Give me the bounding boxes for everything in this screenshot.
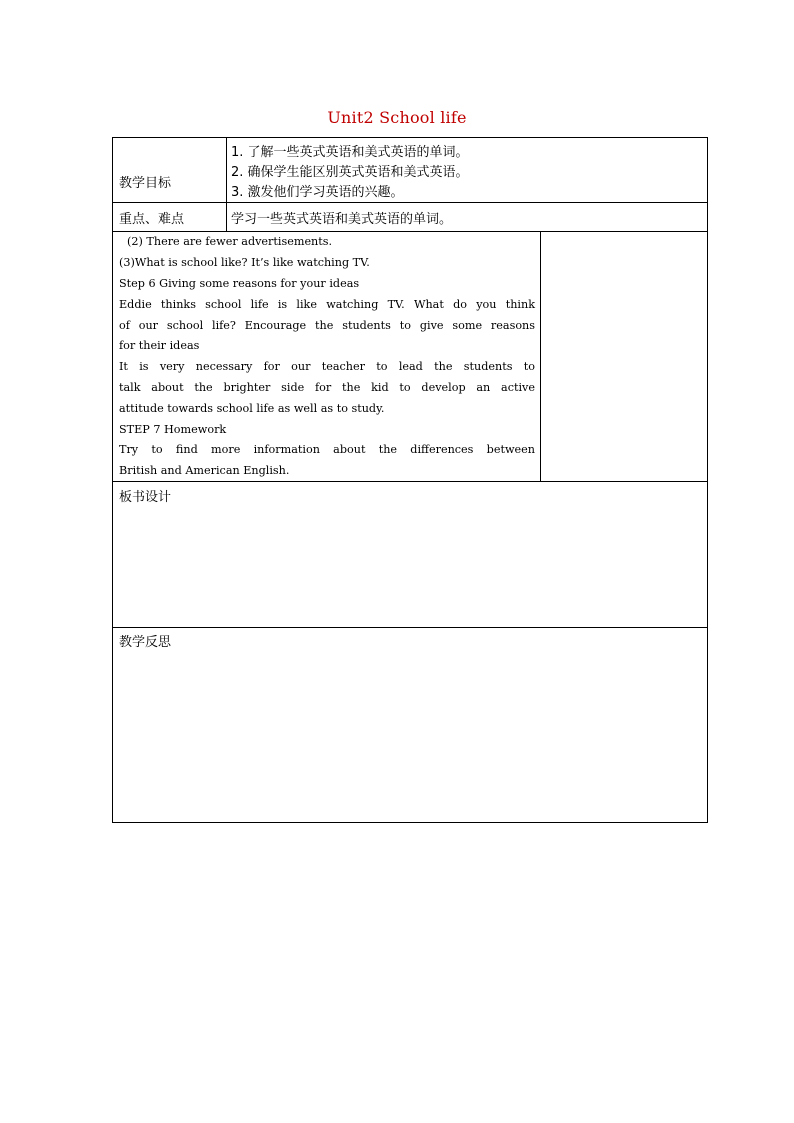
row-divider — [113, 231, 707, 232]
process-line: for their ideas — [119, 339, 200, 352]
column-divider — [540, 231, 541, 481]
row-divider — [113, 481, 707, 482]
row-divider — [113, 202, 707, 203]
lesson-plan-table — [112, 137, 708, 823]
objective-item: 1. 了解一些英式英语和美式英语的单词。 — [231, 145, 469, 160]
process-line: It is very necessary for our teacher to lead the students to — [119, 360, 535, 373]
process-line: British and American English. — [119, 464, 290, 477]
process-line: talk about the brighter side for the kid to develop an active — [119, 381, 535, 394]
key-points-label: 重点、难点 — [119, 212, 185, 227]
process-line: (3)What is school like? It’s like watching TV. — [119, 256, 370, 269]
process-line: attitude towards school life as well as to study. — [119, 402, 385, 415]
process-line: of our school life? Encourage the students to give some reasons — [119, 319, 535, 332]
process-line: STEP 7 Homework — [119, 423, 227, 436]
process-line: Try to find more information about the differences between — [119, 443, 535, 456]
objective-item: 3. 激发他们学习英语的兴趣。 — [231, 185, 404, 200]
column-divider — [226, 138, 227, 231]
reflection-label: 教学反思 — [119, 635, 172, 650]
process-line: Eddie thinks school life is like watching TV. What do you think — [119, 298, 535, 311]
row-divider — [113, 627, 707, 628]
board-design-label: 板书设计 — [119, 490, 172, 505]
objectives-label: 教学目标 — [119, 176, 172, 191]
process-line: Step 6 Giving some reasons for your ideas — [119, 277, 360, 290]
key-points-content: 学习一些英式英语和美式英语的单词。 — [231, 212, 453, 227]
process-line: (2) There are fewer advertisements. — [127, 235, 333, 248]
objective-item: 2. 确保学生能区别英式英语和美式英语。 — [231, 165, 469, 180]
page-title: Unit2 School life — [327, 108, 467, 127]
